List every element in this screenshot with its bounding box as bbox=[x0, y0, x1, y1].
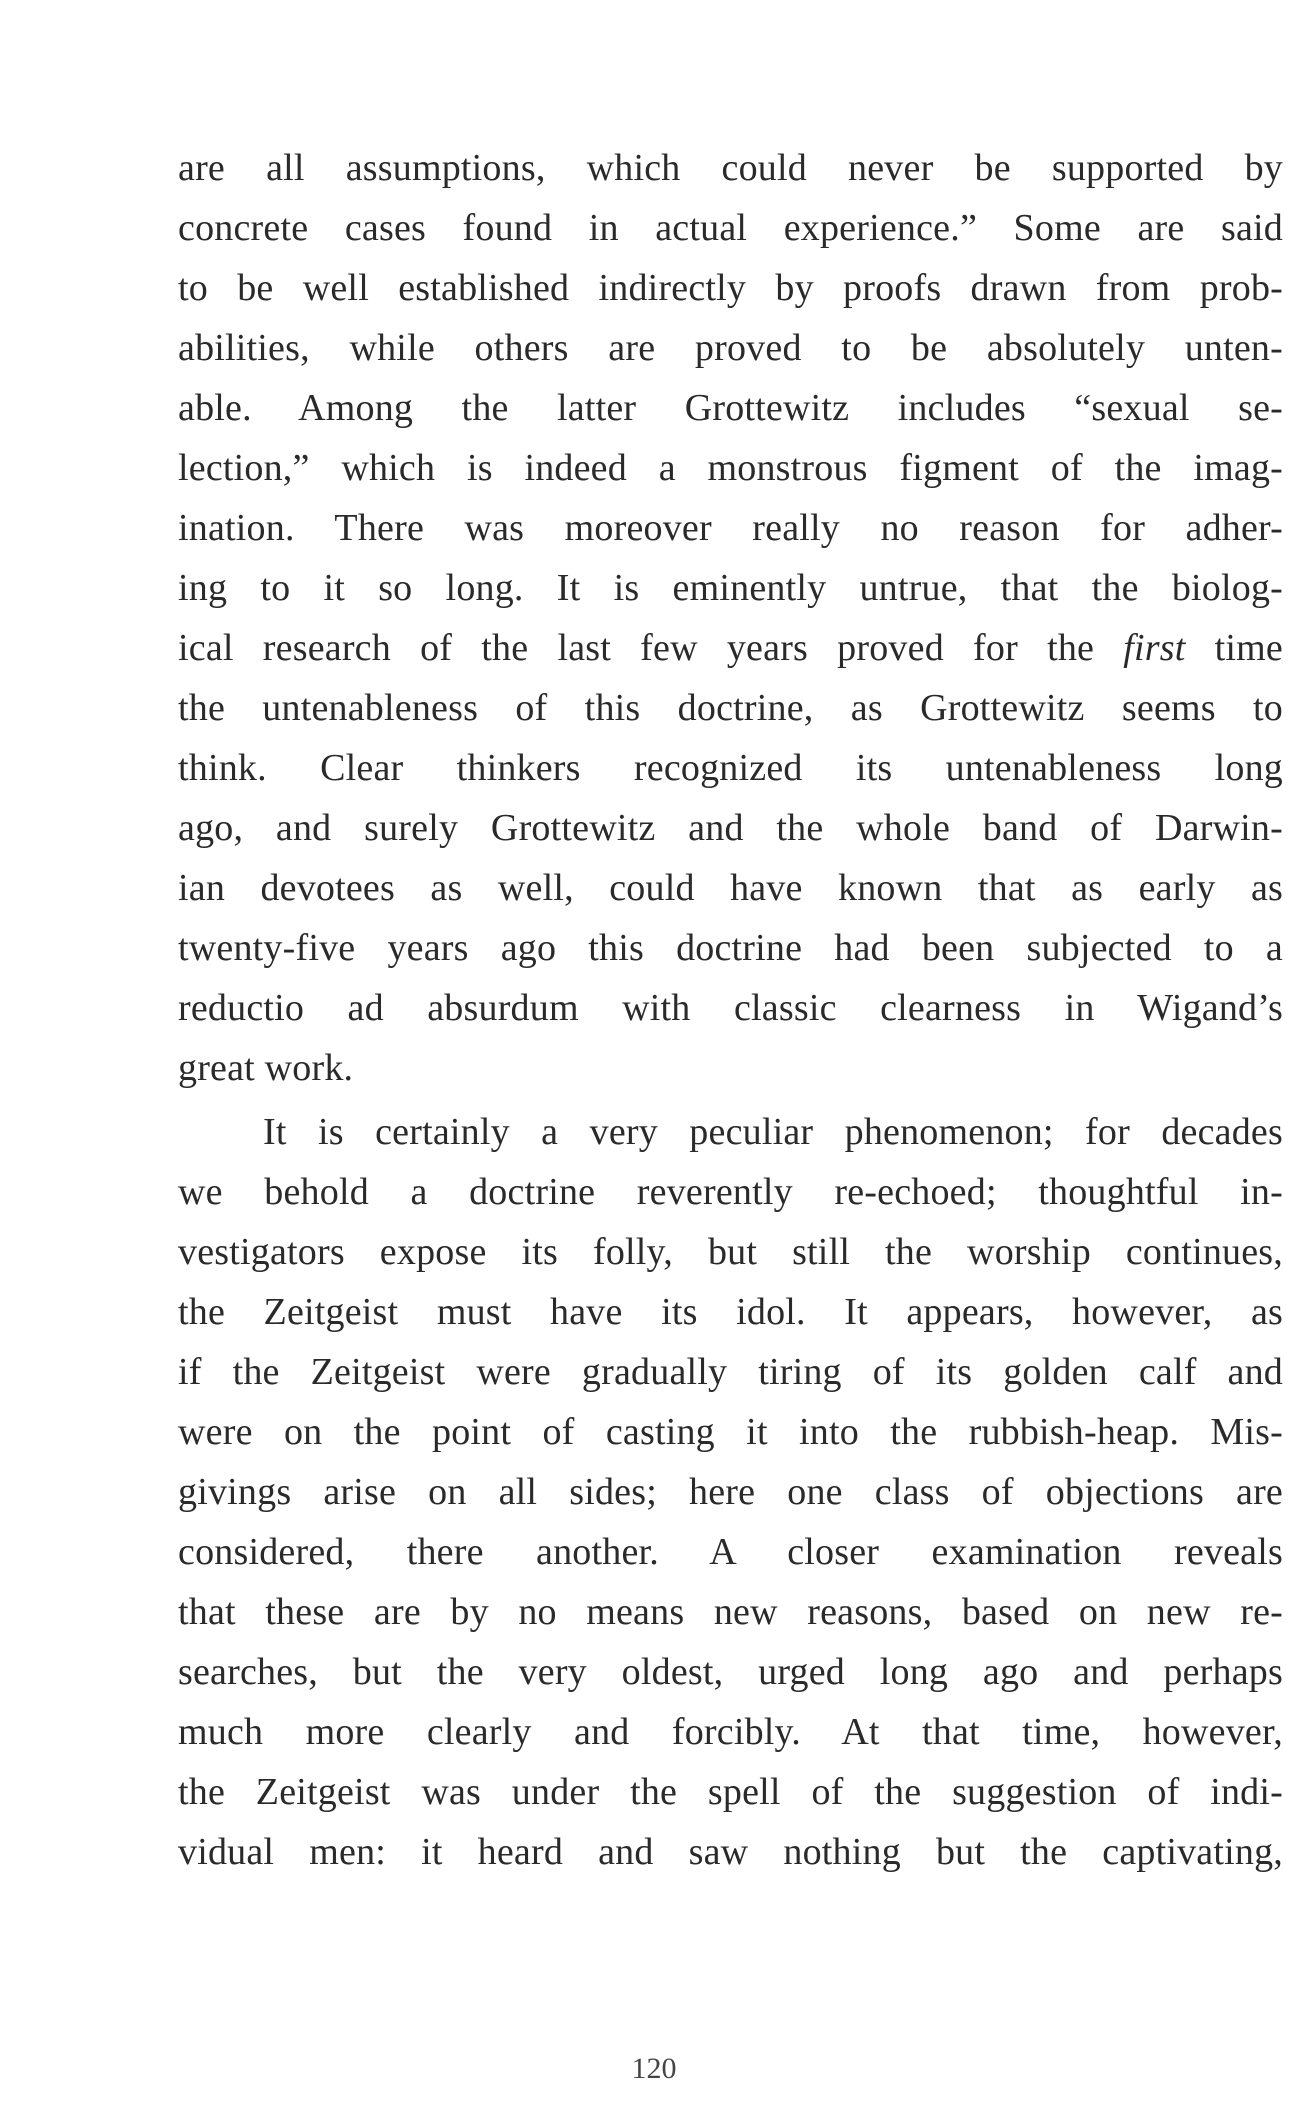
text-line: think. Clear thinkers recognized its untenableness long bbox=[178, 747, 1283, 789]
text-line: were on the point of casting it into the rubbish-heap. Mis- bbox=[178, 1411, 1283, 1453]
text-line: the Zeitgeist must have its idol. It appears, however, as bbox=[178, 1291, 1283, 1333]
text-line: the Zeitgeist was under the spell of the suggestion of indi- bbox=[178, 1771, 1283, 1813]
text-line: searches, but the very oldest, urged long ago and perhaps bbox=[178, 1651, 1283, 1693]
text-line: if the Zeitgeist were gradually tiring of its golden calf and bbox=[178, 1351, 1283, 1393]
text-line: lection,” which is indeed a monstrous figment of the imag- bbox=[178, 447, 1283, 489]
text-line: ago, and surely Grottewitz and the whole band of Darwin- bbox=[178, 807, 1283, 849]
text-line: vidual men: it heard and saw nothing but the captivating, bbox=[178, 1831, 1283, 1873]
body-text bbox=[178, 138, 1283, 1882]
text-line: ian devotees as well, could have known that as early as bbox=[178, 867, 1283, 909]
text-line: considered, there another. A closer examination reveals bbox=[178, 1531, 1283, 1573]
line-end: time bbox=[1214, 627, 1283, 669]
text-line: we behold a doctrine reverently re-echoed; thoughtful in- bbox=[178, 1171, 1283, 1213]
text-line: ination. There was moreover really no reason for adher- bbox=[178, 507, 1283, 549]
text-line: concrete cases found in actual experience.” Some are said bbox=[178, 207, 1283, 249]
page-number: 120 bbox=[631, 2052, 677, 2085]
text-line: ing to it so long. It is eminently untrue, that the biolog- bbox=[178, 567, 1283, 609]
line-start: ical research of the last few years proved for the bbox=[178, 627, 1095, 669]
text-line: abilities, while others are proved to be absolutely unten- bbox=[178, 327, 1283, 369]
text-line: the untenableness of this doctrine, as Grottewitz seems to bbox=[178, 687, 1283, 729]
text-line: that these are by no means new reasons, based on new re- bbox=[178, 1591, 1283, 1633]
paragraph-1 bbox=[178, 138, 1283, 1098]
text-line: reductio ad absurdum with classic clearness in Wigand’s bbox=[178, 987, 1283, 1029]
text-line: to be well established indirectly by proofs drawn from prob- bbox=[178, 267, 1283, 309]
text-line: are all assumptions, which could never be supported by bbox=[178, 147, 1283, 189]
text-line: twenty-five years ago this doctrine had been subjected to a bbox=[178, 927, 1283, 969]
text-line: great work. bbox=[178, 1047, 354, 1089]
text-line-with-italic bbox=[178, 618, 1283, 678]
paragraph-2 bbox=[178, 1102, 1283, 1882]
text-line: able. Among the latter Grottewitz includes “sexual se- bbox=[178, 387, 1283, 429]
text-line: givings arise on all sides; here one class of objections are bbox=[178, 1471, 1283, 1513]
text-line: much more clearly and forcibly. At that time, however, bbox=[178, 1711, 1283, 1753]
text-line: It is certainly a very peculiar phenomenon; for decades bbox=[263, 1111, 1283, 1153]
italic-word: first bbox=[1123, 627, 1186, 669]
text-line: vestigators expose its folly, but still the worship continues, bbox=[178, 1231, 1283, 1273]
